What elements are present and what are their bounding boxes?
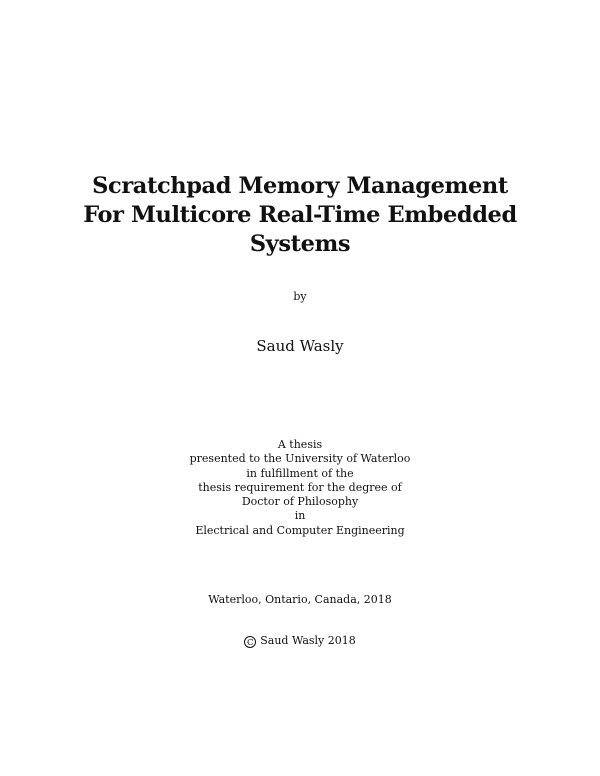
thesis-statement (0, 438, 600, 538)
thesis-line: thesis requirement for the degree of (198, 480, 402, 494)
thesis-line: Electrical and Computer Engineering (195, 523, 405, 537)
thesis-line: presented to the University of Waterloo (189, 452, 411, 466)
copyright-text: Saud Wasly 2018 (260, 634, 356, 647)
thesis-line: in fulfillment of the (246, 466, 354, 480)
title-line: Systems (249, 231, 351, 257)
title-line: Scratchpad Memory Management (92, 173, 508, 199)
author-name: Saud Wasly (256, 337, 344, 355)
place-and-date: Waterloo, Ontario, Canada, 2018 (208, 593, 392, 606)
by-label: by (293, 290, 307, 303)
thesis-title (0, 172, 600, 259)
thesis-line: Doctor of Philosophy (241, 495, 359, 509)
copyright-icon: C (244, 636, 256, 648)
thesis-line: A thesis (277, 438, 323, 451)
copyright-notice (0, 634, 600, 648)
title-line: For Multicore Real-Time Embedded (83, 202, 517, 228)
thesis-line: in (294, 509, 306, 523)
